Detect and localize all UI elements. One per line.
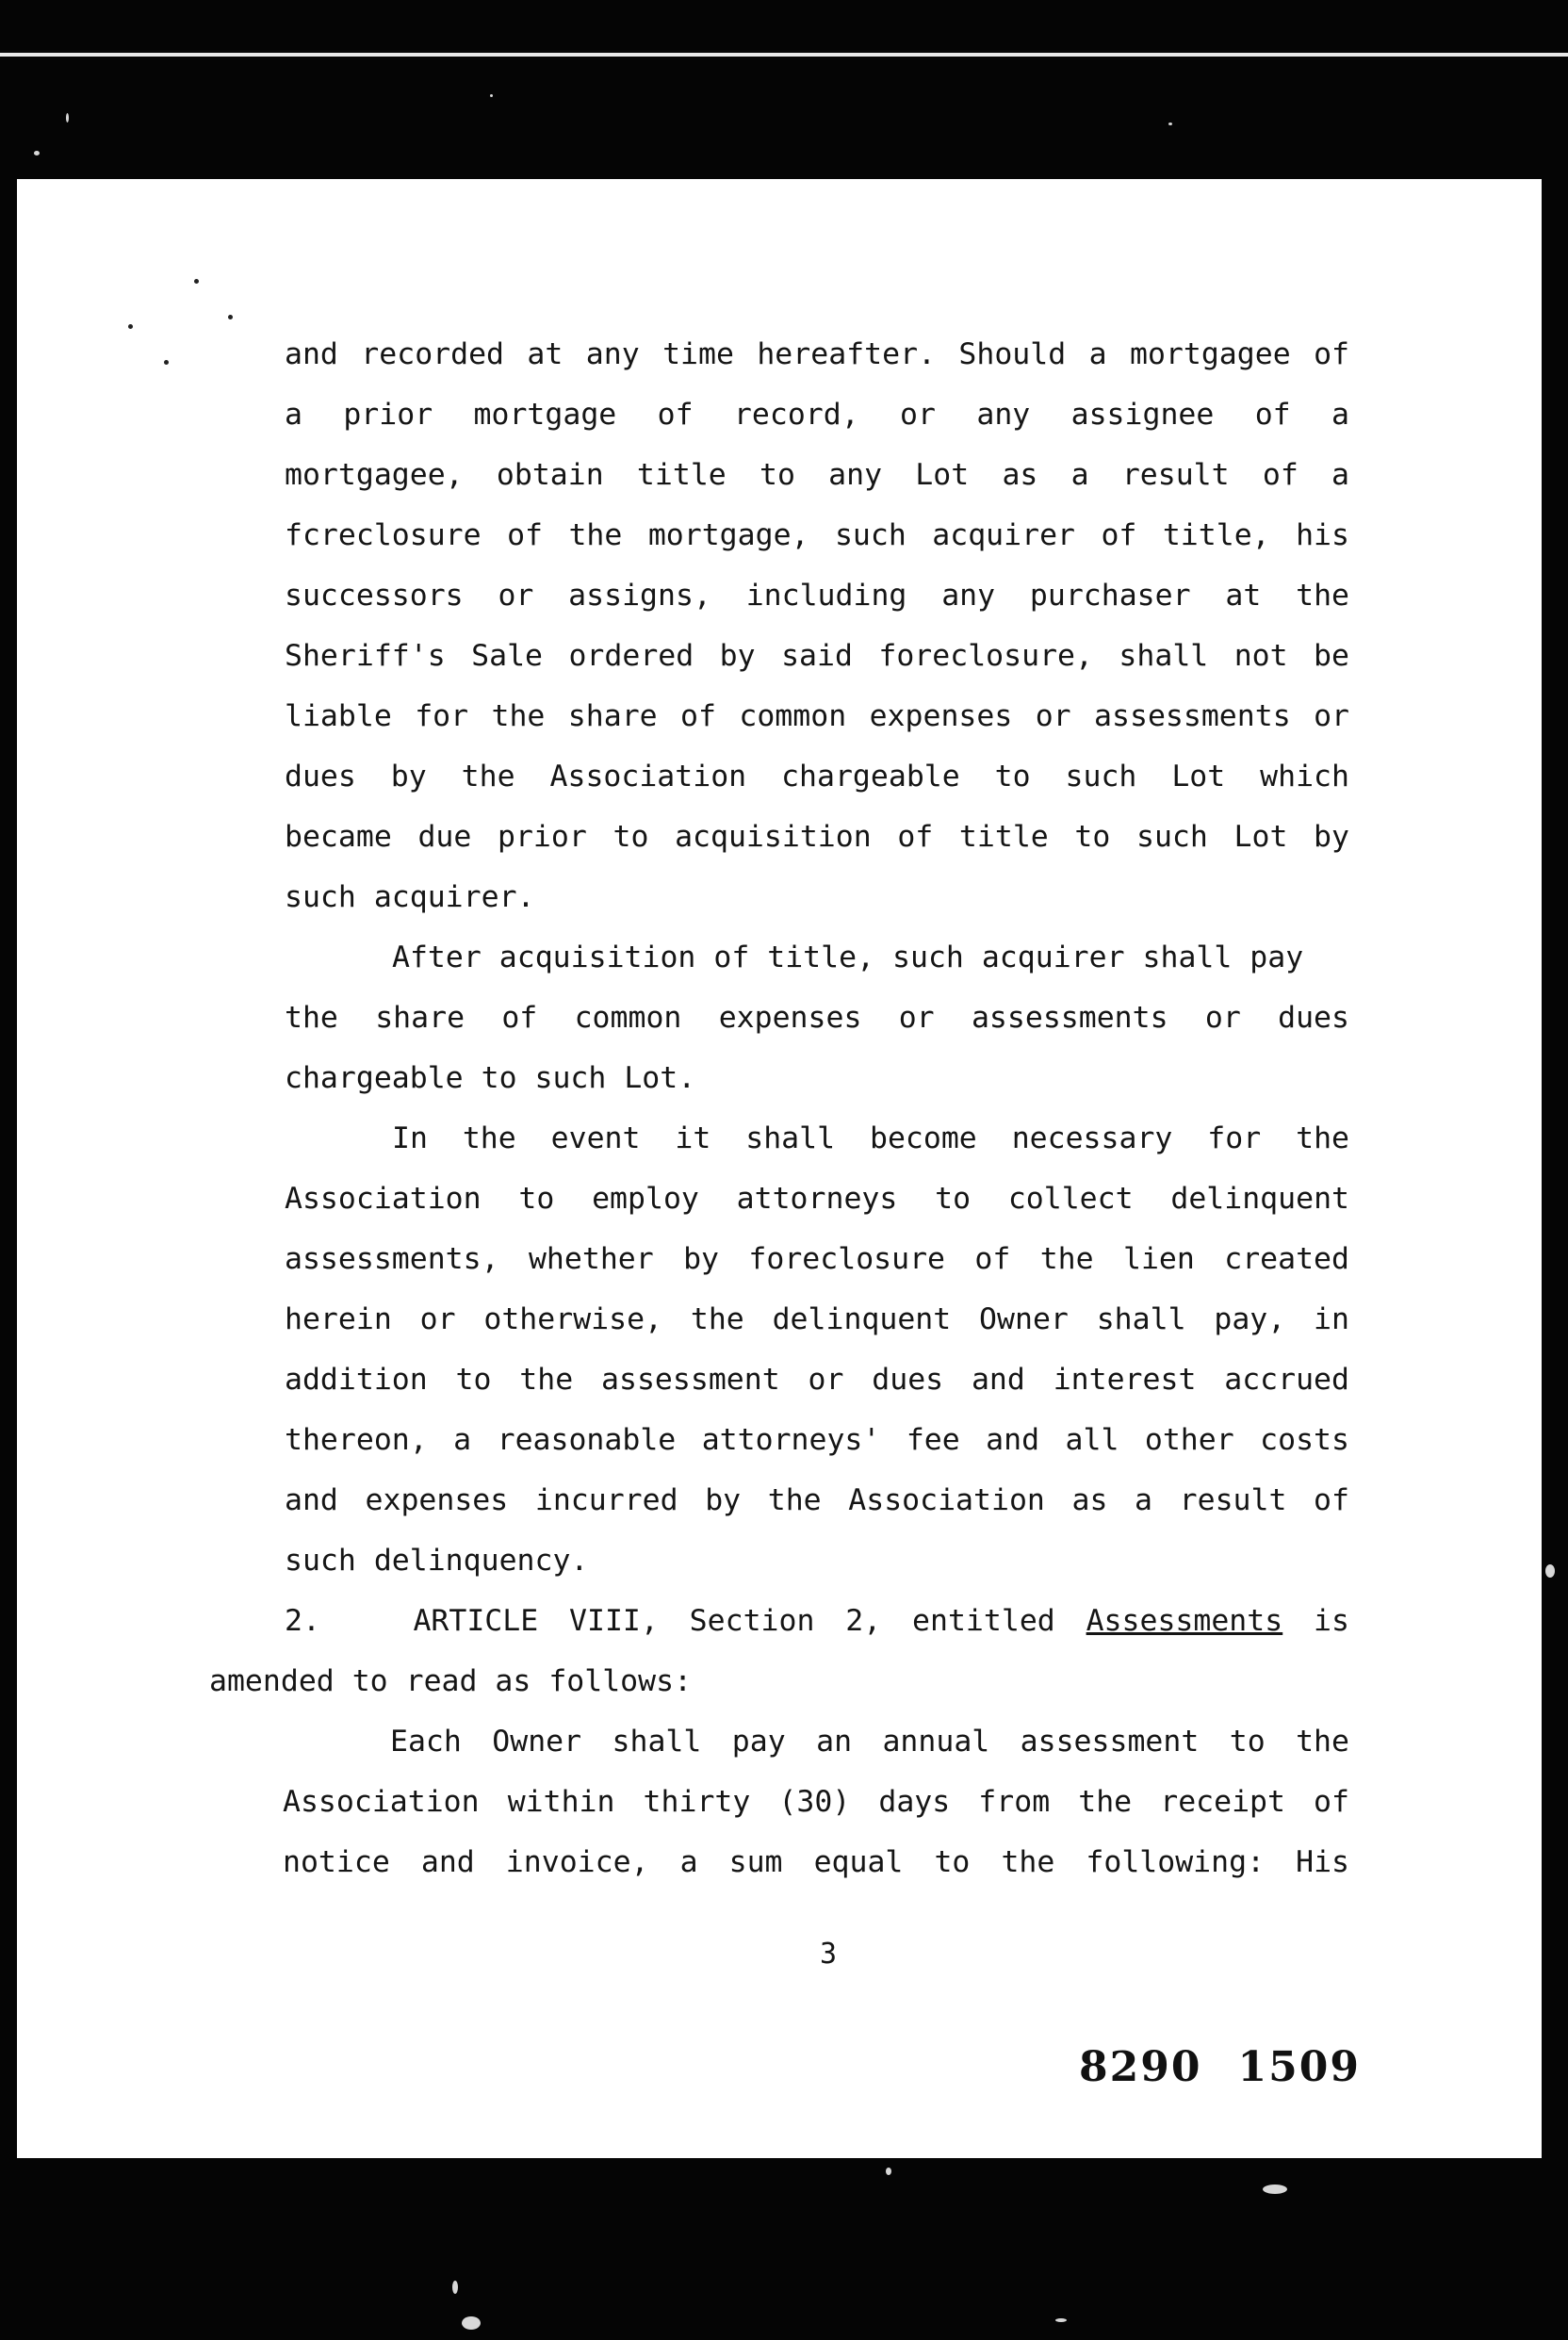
text-line: Each Owner shall pay an annual assessment to the (390, 1725, 1349, 1759)
text-line: and expenses incurred by the Association as a result of (285, 1483, 1349, 1517)
text-line: notice and invoice, a sum equal to the following: His (283, 1845, 1349, 1879)
text-line (285, 1591, 1349, 1651)
margin-dot (228, 315, 233, 319)
paragraph-2 (285, 927, 1349, 1108)
margin-dot (128, 324, 133, 329)
text-line: liable for the share of common expenses or assessments or (285, 699, 1349, 733)
margin-dot (194, 279, 199, 284)
text-line: chargeable to such Lot. (285, 1061, 696, 1095)
text-line: In the event it shall become necessary for the (392, 1121, 1349, 1155)
text-line: Association within thirty (30) days from the receipt of (283, 1785, 1349, 1819)
scan-speck (1055, 2318, 1067, 2322)
margin-dot (164, 360, 169, 365)
article-heading (285, 1591, 1349, 1651)
scan-border-line (0, 53, 1568, 57)
scan-speck (452, 2281, 458, 2294)
text-line: After acquisition of title, such acquirer shall pay (392, 941, 1304, 974)
recording-page-number: 1509 (1237, 2043, 1361, 2091)
recording-book-number: 8290 (1079, 2043, 1202, 2091)
scan-speck (886, 2168, 891, 2175)
text-line: herein or otherwise, the delinquent Owner shall pay, in (285, 1302, 1349, 1336)
recording-number (1079, 2043, 1361, 2091)
assessments-heading: Assessments (1086, 1604, 1283, 1638)
text-line: successors or assigns, including any purchaser at the (285, 579, 1349, 613)
text-line: a prior mortgage of record, or any assignee of a (285, 398, 1349, 432)
article-suffix: is (1282, 1604, 1349, 1638)
scan-speck (462, 2316, 481, 2330)
text-line: addition to the assessment or dues and interest accrued (285, 1363, 1349, 1397)
page-number: 3 (820, 1938, 838, 1971)
text-line: amended to read as follows: (209, 1664, 693, 1698)
text-line: Sheriff's Sale ordered by said foreclosure, shall not be (285, 639, 1349, 673)
paragraph-3 (285, 1108, 1349, 1591)
text-line: thereon, a reasonable attorneys' fee and all other costs (285, 1423, 1349, 1457)
article-prefix: 2. ARTICLE VIII, Section 2, entitled (285, 1604, 1086, 1638)
text-line: such delinquency. (285, 1544, 589, 1578)
text-line: dues by the Association chargeable to such Lot which (285, 760, 1349, 794)
text-line: became due prior to acquisition of title to such Lot by (285, 820, 1349, 854)
text-line: assessments, whether by foreclosure of the lien created (285, 1242, 1349, 1276)
text-line: mortgagee, obtain title to any Lot as a result of a (285, 458, 1349, 492)
paragraph-5 (283, 1711, 1349, 1892)
scan-speck (34, 151, 40, 155)
scan-speck (66, 113, 69, 123)
text-line: Association to employ attorneys to collect delinquent (285, 1182, 1349, 1216)
text-line: and recorded at any time hereafter. Should a mortgagee of (285, 337, 1349, 371)
text-line: the share of common expenses or assessments or dues (285, 1001, 1349, 1035)
scan-speck (1545, 1564, 1555, 1578)
scan-speck (1168, 123, 1172, 125)
paragraph-1 (285, 324, 1349, 927)
scan-speck (1263, 2185, 1287, 2194)
text-line: such acquirer. (285, 880, 535, 914)
article-continuation (209, 1651, 1274, 1711)
text-line: fcreclosure of the mortgage, such acquirer of title, his (285, 518, 1349, 552)
scan-speck (490, 94, 493, 97)
